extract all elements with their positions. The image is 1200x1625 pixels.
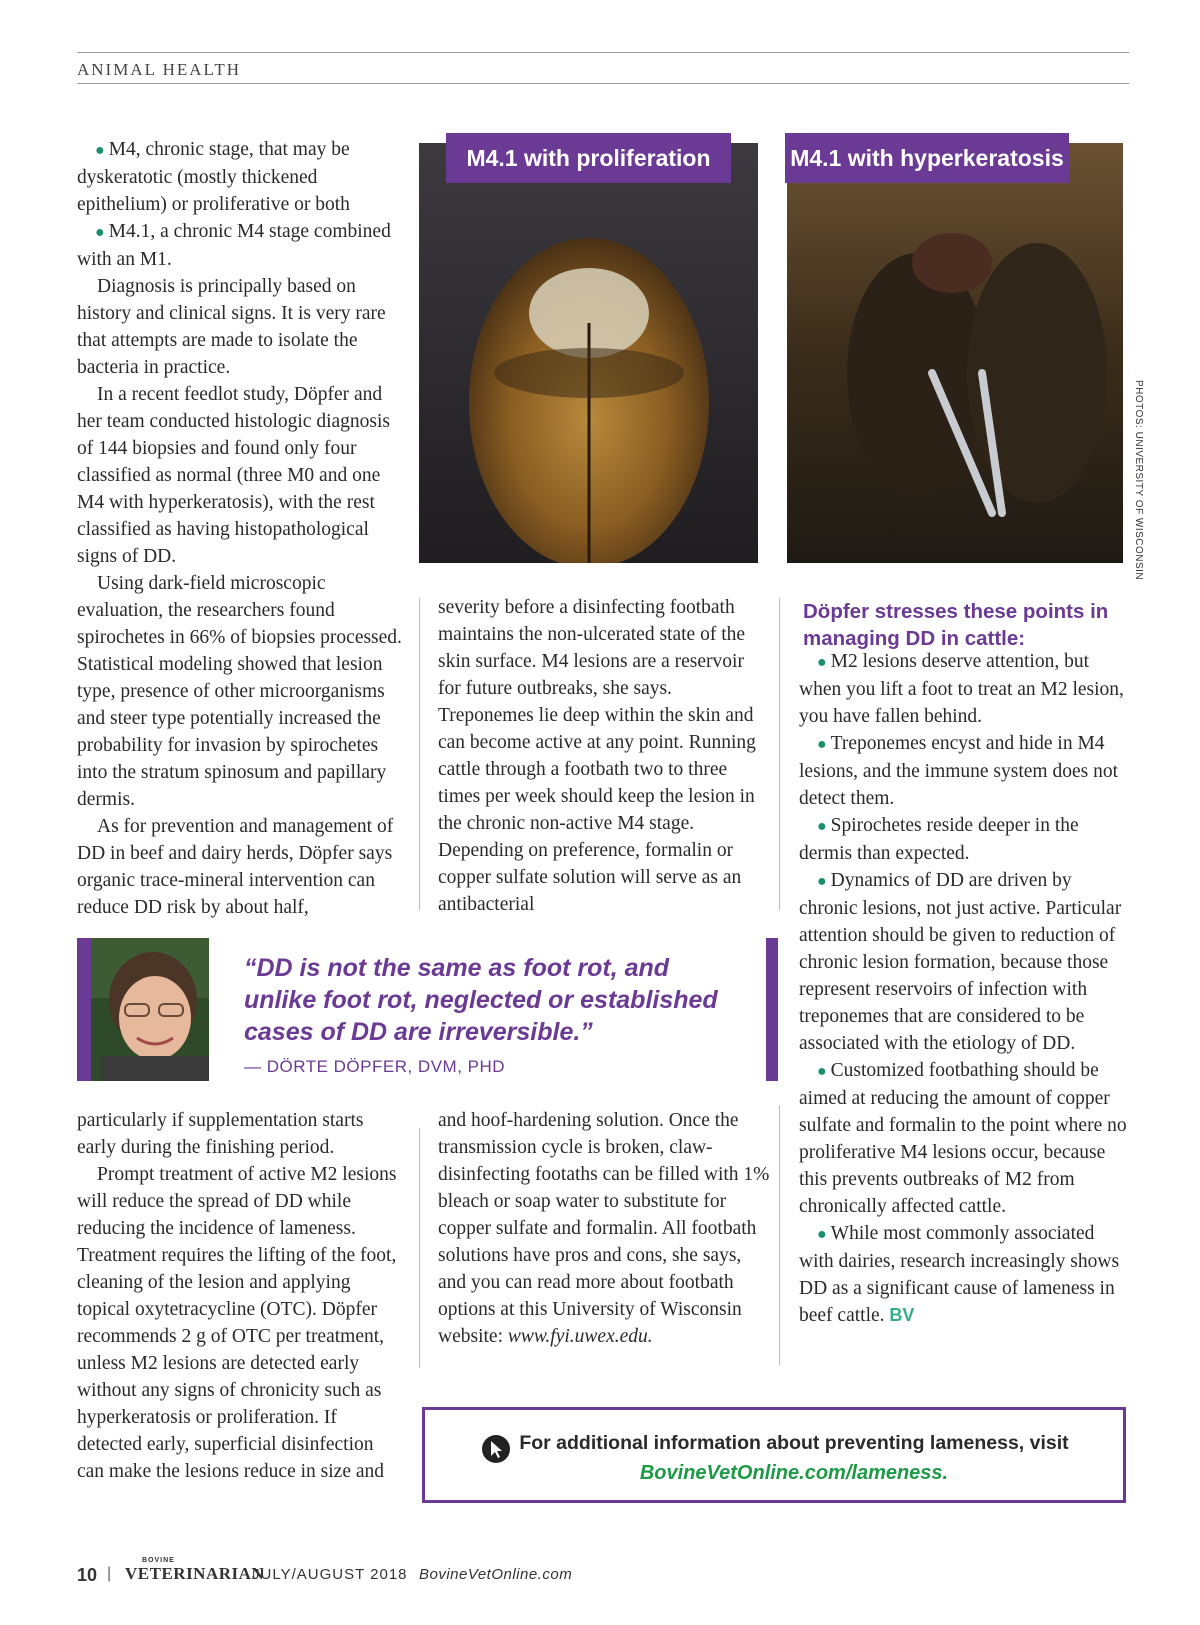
quote-attribution: — DÖRTE DÖPFER, DVM, PHD [244,1057,506,1076]
paragraph: and hoof-hardening solution. Once the transmission cycle is broken, claw-disinfecting footaths can be filled with 1% bleach or soap water to substitute for copper sulfate and formalin. All footbath solutions have pros and cons, she says, and you can read more about footbath options at this University of Wisconsin website: www.fyi.uwex.edu. [438,1110,770,1347]
column-divider [419,598,420,910]
bullet-item: ● M4.1, a chronic M4 stage combined with an M1. [77,221,391,270]
column-2-bottom [438,1107,770,1350]
list-item: ● Dynamics of DD are driven by chronic lesions, not just active. Particular attention should be given to reduction of chronic lesion formation, because those represent reservoirs of infection with treponemes that are considered to be associated with the etiology of DD. [799,870,1122,1054]
magazine-logo: VETERINARIAN [125,1564,265,1583]
photo-label-right: M4.1 with hyperkeratosis [785,133,1069,183]
paragraph: As for prevention and management of DD in beef and dairy herds, Döpfer says organic trace-mineral intervention can reduce DD risk by about half, [77,816,394,918]
bullet-icon: ● [817,818,827,835]
photo-credit: PHOTOS: UNIVERSITY OF WISCONSIN [1133,380,1144,581]
bullet-icon: ● [817,736,827,753]
lameness-link[interactable]: BovineVetOnline.com/lameness. [639,1462,949,1484]
footer-separator: | [107,1565,112,1582]
column-1-bottom [77,1107,402,1485]
issue-date: JULY/AUGUST 2018 [252,1566,408,1583]
paragraph: Diagnosis is principally based on history and clinical signs. It is very rare that attempts are made to isolate the bacteria in practice. [77,276,386,378]
quote-bar-right [766,938,778,1081]
paragraph: severity before a disinfecting footbath maintains the non-ulcerated state of the skin surface. M4 lesions are a reservoir for future outbreaks, she says. Treponemes lie deep within the skin and can become active at any point. Running cattle through a footbath two to three times per week should keep the lesion in the chronic non-active M4 stage. Depending on preference, formalin or copper sulfate solution will serve as an antibacterial [438,597,756,915]
column-divider [419,1128,420,1368]
end-mark: BV [889,1305,915,1325]
magazine-logo-small: BOVINE [142,1557,175,1564]
list-item: ● Customized footbathing should be aimed at reducing the amount of copper sulfate and formalin to the point where no proliferative M4 lesions occur, because this prevents outbreaks of M2 from chronically affected cattle. [799,1060,1127,1217]
bullet-item: ● M4, chronic stage, that may be dyskeratotic (mostly thickened epithelium) or proliferative or both [77,139,350,215]
list-item: ● Spirochetes reside deeper in the dermis than expected. [799,815,1079,864]
paragraph: In a recent feedlot study, Döpfer and her team conducted histologic diagnosis of 144 biopsies and found only four classified as normal (three M0 and one M4 with hyperkeratosis), with the rest classified as having histopathological signs of DD. [77,384,391,567]
bullet-icon: ● [95,142,105,159]
bullet-icon: ● [817,873,827,890]
points-heading: Döpfer stresses these points in managing DD in cattle: [803,600,1109,650]
list-item: ● M2 lesions deserve attention, but when you lift a foot to treat an M2 lesion, you have fallen behind. [799,651,1124,727]
list-item: ● Treponemes encyst and hide in M4 lesions, and the immune system does not detect them. [799,733,1119,809]
pull-quote: “DD is not the same as foot rot, and unlike foot rot, neglected or established cases of DD are irreversible.” [244,954,718,1046]
paragraph: Prompt treatment of active M2 lesions will reduce the spread of DD while reducing the incidence of lameness. Treatment requires the lifting of the foot, cleaning of the lesion and applying topical oxytetracycline (OTC). Döpfer recommends 2 g of OTC per treatment, unless M2 lesions are detected early without any signs of chronicity such as hyperkeratosis or proliferation. If detected early, superficial disinfection can make the lesions reduce in size and [77,1164,397,1482]
column-2-top [438,594,770,918]
page-number: 10 [77,1565,98,1585]
bullet-icon: ● [817,654,827,671]
photo-label-left: M4.1 with proliferation [446,133,731,183]
website-link[interactable]: www.fyi.uwex.edu. [507,1326,653,1347]
header-top-rule [77,52,1129,53]
bullet-icon: ● [95,224,105,241]
footer-website[interactable]: BovineVetOnline.com [419,1566,573,1583]
paragraph: Using dark-field microscopic evaluation, the researchers found spirochetes in 66% of biopsies processed. Statistical modeling showed that lesion type, presence of other microorganisms and steer type potentially increased the probability for invasion by spirochetes into the stratum spinosum and papillary dermis. [77,573,402,810]
column-1-top [77,136,402,921]
bullet-icon: ● [817,1063,827,1080]
column-divider [779,598,780,910]
points-list [799,648,1132,1329]
hoof-proliferation-photo [419,143,758,563]
bullet-icon: ● [817,1226,827,1243]
section-label: ANIMAL HEALTH [77,60,242,79]
paragraph: particularly if supplementation starts early during the finishing period. [77,1110,364,1158]
info-box [422,1407,1126,1503]
column-divider [779,1105,780,1365]
hoof-hyperkeratosis-photo [787,143,1123,563]
info-text: For additional information about preventing lameness, visit [519,1432,1069,1454]
list-item: ● While most commonly associated with dairies, research increasingly shows DD as a significant cause of lameness in beef cattle. BV [799,1223,1120,1326]
quote-bar-left [77,938,91,1081]
author-photo [91,938,209,1081]
header-bottom-rule [77,83,1129,84]
